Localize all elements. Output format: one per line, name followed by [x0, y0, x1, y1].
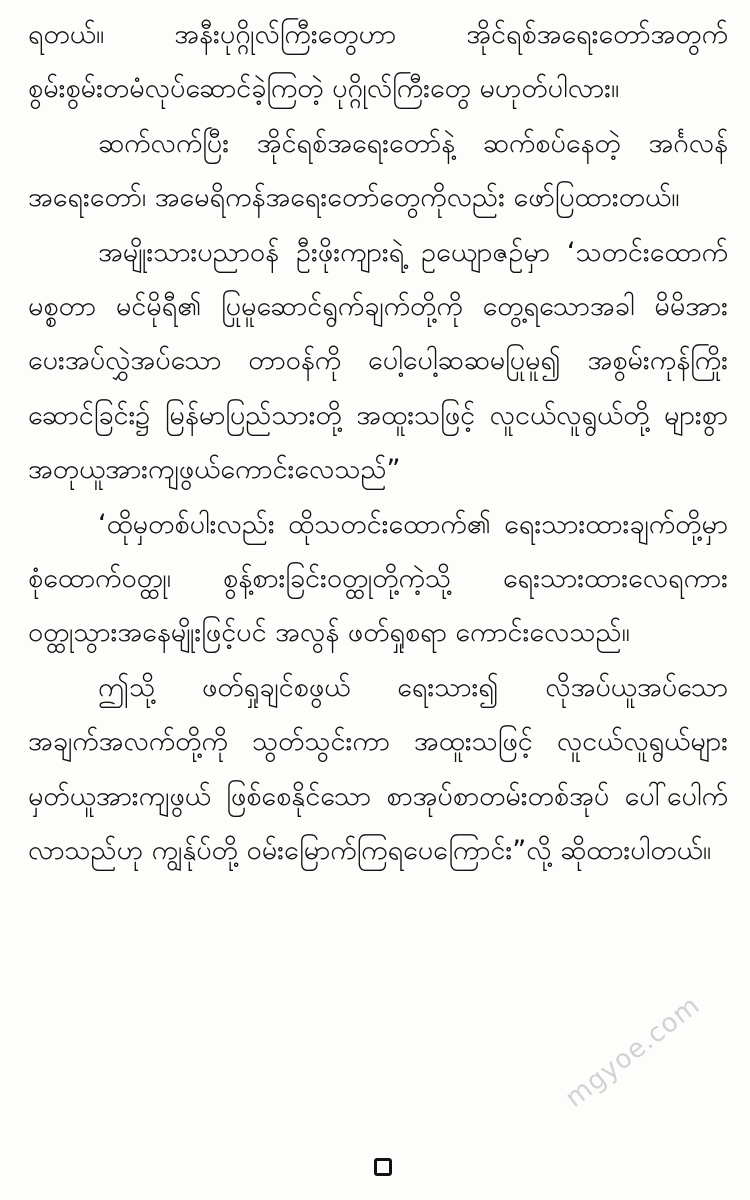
end-of-section-square-icon — [374, 1158, 392, 1176]
watermark: mgyoe.com — [560, 990, 707, 1114]
paragraph-5: ဤသို့ ဖတ်ရှုချင်စဖွယ် ရေးသား၍ လိုအပ်ယူအပ်သော အချက်အလက်တို့ကို သွတ်သွင်းကာ အထူးသဖြင့် လူငယ်လူရွယ်များ မှတ်ယူအားကျဖွယ် ဖြစ်စေနိုင်သော စာအုပ်စာတမ်းတစ်အုပ် ပေါ်ပေါက်လာသည်ဟု ကျွန်ုပ်တို့ ဝမ်းမြောက်ကြရပေကြောင်း”လို့ ဆိုထားပါတယ်။ — [28, 671, 728, 867]
body-text — [28, 8, 728, 879]
paragraph-4: ‘ထိုမှတစ်ပါးလည်း ထိုသတင်းထောက်၏ ရေးသားထားချက်တို့မှာ စုံထောက်ဝတ္ထု၊ စွန့်စားခြင်းဝတ္ထုတို့ကဲ့သို့ ရေးသားထားလေရကား ဝတ္ထုသွားအနေမျိုးဖြင့်ပင် အလွန် ဖတ်ရှုစရာ ကောင်းလေသည်။ — [28, 508, 728, 649]
paragraph-1: ရတယ်။ အနီးပုဂ္ဂိုလ်ကြီးတွေဟာ အိုင်ရစ်အရေးတော်အတွက် စွမ်းစွမ်းတမံလုပ်ဆောင်ခဲ့ကြတဲ့ ပုဂ္ဂိုလ်ကြီးတွေ မဟုတ်ပါလား။ — [28, 19, 728, 105]
paragraph-2: ဆက်လက်ပြီး အိုင်ရစ်အရေးတော်နဲ့ ဆက်စပ်နေတဲ့ အင်္ဂလန်အရေးတော်၊ အမေရိကန်အရေးတော်တွေကိုလည်း ဖော်ပြထားတယ်။ — [28, 127, 728, 214]
paragraph-3: အမျိုးသားပညာဝန် ဦးဖိုးကျားရဲ့ ဥယျောဇဉ်မှာ ‘သတင်းထောက်မစ္စတာ မင်မိုရီ၏ ပြုမူဆောင်ရွက်ချက်တို့ကို တွေ့ရသောအခါ မိမိအား ပေးအပ်လွှဲအပ်သော တာဝန်ကို ပေါ့ပေါ့ဆဆမပြုမူ၍ အစွမ်းကုန်ကြိုးဆောင်ခြင်း၌ မြန်မာပြည်သားတို့ အထူးသဖြင့် လူငယ်လူရွယ်တို့ များစွာ အတုယူအားကျဖွယ်ကောင်းလေသည်” — [28, 236, 728, 486]
